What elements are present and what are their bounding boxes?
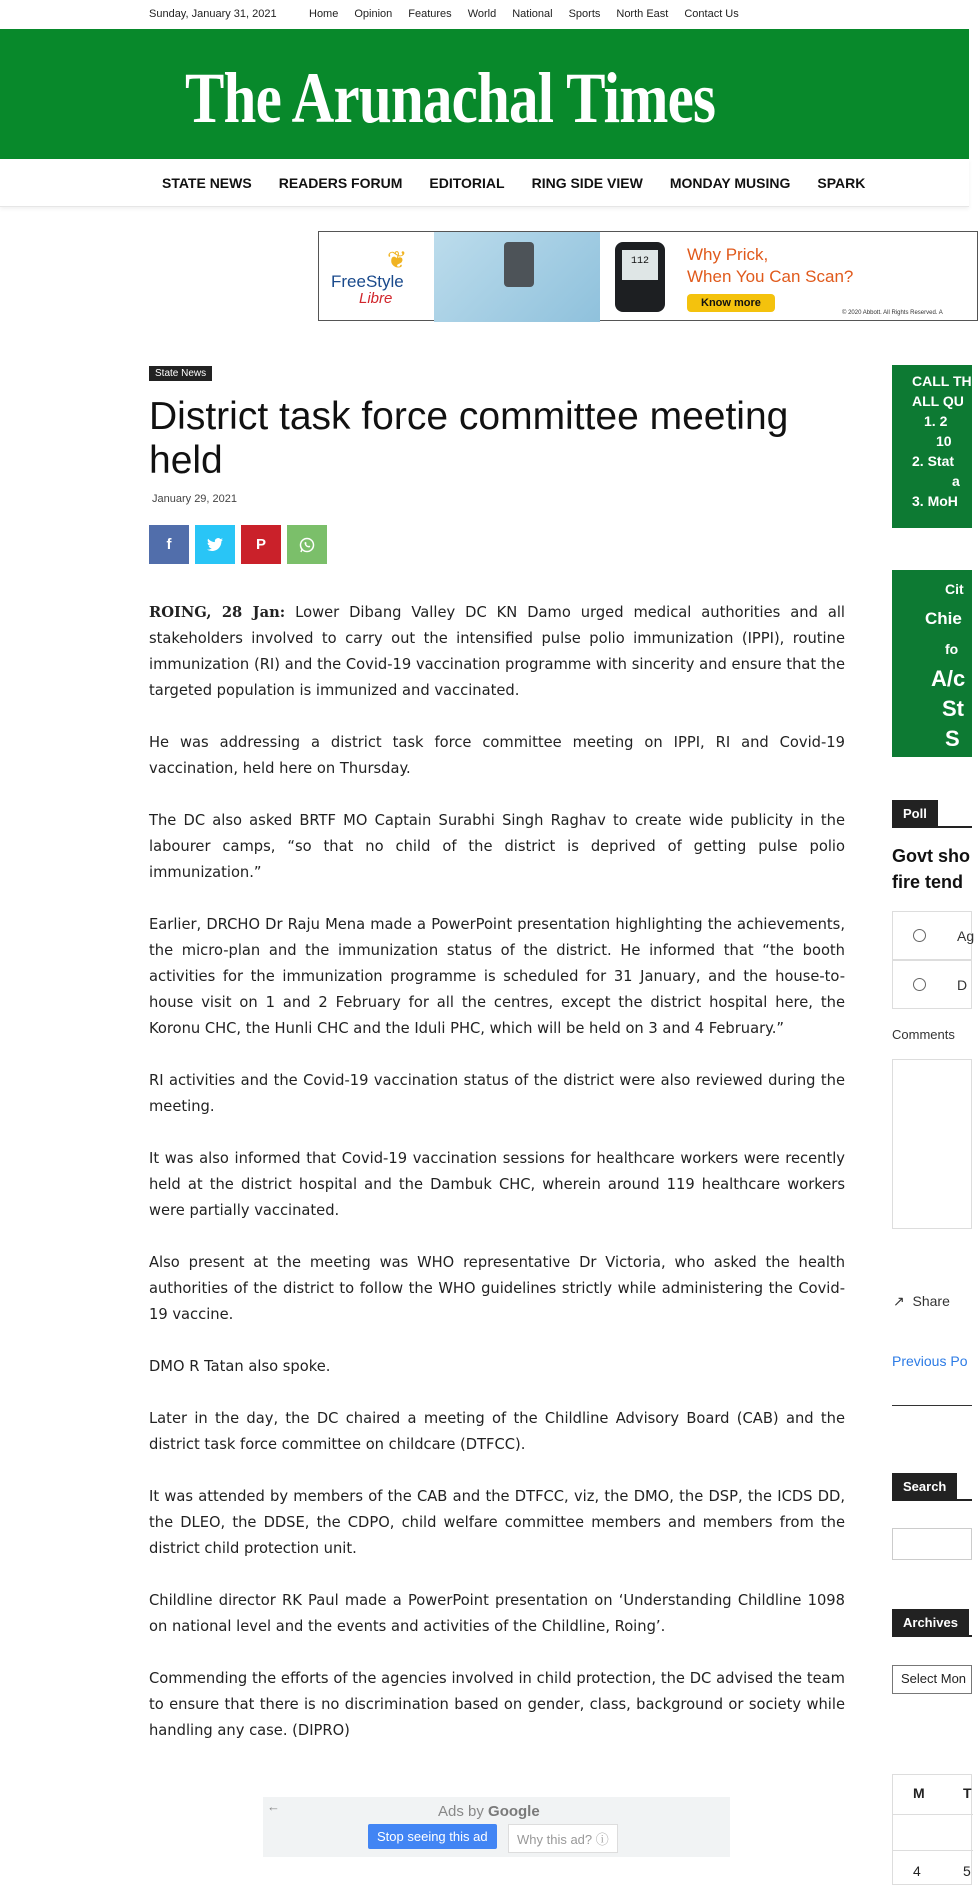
poll-heading-line bbox=[892, 826, 972, 828]
ad-brand: FreeStyle bbox=[331, 272, 404, 291]
current-date: Sunday, January 31, 2021 bbox=[149, 8, 277, 20]
article-paragraph: DMO R Tatan also spoke. bbox=[149, 1358, 331, 1375]
google-ad-feedback bbox=[263, 1797, 730, 1857]
article-paragraph: He was addressing a district task force committee meeting on IPPI, RI and Covid-19 vaccination, held here on Thursday. bbox=[149, 734, 845, 777]
article-paragraph: Childline director RK Paul made a PowerPoint presentation on ‘Understanding Childline 1098 on national level and the events and activities of the Childline, Roing’. bbox=[149, 1592, 845, 1635]
top-bar bbox=[0, 0, 969, 29]
twitter-icon[interactable] bbox=[195, 525, 235, 564]
archives-heading-line bbox=[892, 1635, 972, 1637]
article-paragraph: Also present at the meeting was WHO representative Dr Victoria, who asked the health authorities of the district to follow the WHO guidelines strictly while administering the Covid-19 vaccine. bbox=[149, 1254, 845, 1323]
butterfly-logo-icon: ❦ bbox=[387, 247, 408, 274]
nav-ring-side-view[interactable]: RING SIDE VIEW bbox=[531, 175, 643, 191]
poll-share-link[interactable]: ↗ Share bbox=[893, 1293, 950, 1309]
top-nav bbox=[309, 8, 755, 20]
calendar-header: T bbox=[963, 1785, 972, 1801]
nav-monday-musing[interactable]: MONDAY MUSING bbox=[669, 175, 791, 191]
search-heading: Search bbox=[892, 1473, 957, 1501]
poll-heading: Poll bbox=[892, 800, 938, 828]
article-paragraph: Commending the efforts of the agencies involved in child protection, the DC advised the team to ensure that there is no discrimination based on gender, class, background or society while handling any case. (DIPRO) bbox=[149, 1670, 845, 1739]
previous-polls-link[interactable]: Previous Po bbox=[892, 1353, 968, 1369]
poll-option[interactable] bbox=[892, 911, 975, 960]
top-nav-world[interactable]: World bbox=[467, 8, 497, 20]
top-nav-home[interactable]: Home bbox=[309, 8, 339, 20]
back-arrow-icon[interactable]: ← bbox=[267, 1799, 280, 1814]
top-nav-features[interactable]: Features bbox=[408, 8, 452, 20]
why-this-ad-button[interactable]: Why this ad? ⓘ bbox=[508, 1824, 618, 1853]
comments-textarea[interactable] bbox=[892, 1059, 972, 1229]
article-paragraph: The DC also asked BRTF MO Captain Surabhi Singh Raghav to create wide publicity in the labourer camps, “so that no child of the district is deprived of getting pulse polio immunization.” bbox=[149, 812, 845, 881]
radio-button[interactable] bbox=[913, 929, 926, 942]
top-nav-north-east[interactable]: North East bbox=[616, 8, 669, 20]
nav-state-news[interactable]: STATE NEWS bbox=[162, 175, 252, 191]
top-nav-opinion[interactable]: Opinion bbox=[354, 8, 393, 20]
article-paragraph: RI activities and the Covid-19 vaccination status of the district were also reviewed during the meeting. bbox=[149, 1072, 845, 1115]
ad-headline-line-1: Why Prick, bbox=[687, 245, 769, 264]
banner-ad[interactable] bbox=[318, 231, 978, 321]
article-paragraph: Earlier, DRCHO Dr Raju Mena made a PowerPoint presentation highlighting the achievements, the micro-plan and the immunization status of the district. He informed that “the booth activities for the immunization programme is scheduled for 31 January, and the house-to-house visit on 1 and 2 February for all the centres, except the district hospital here, the Koronu CHC, the Hunli CHC and the Iduli PHC, which will be held on 3 and 4 February.” bbox=[149, 916, 845, 1037]
pinterest-icon[interactable]: P bbox=[241, 525, 281, 564]
article-paragraph: It was also informed that Covid-19 vaccination sessions for healthcare workers were recently held at the district hospital and the Dambuk CHC, wherein around 119 healthcare workers were partially vaccinated. bbox=[149, 1150, 845, 1219]
facebook-icon[interactable]: f bbox=[149, 525, 189, 564]
calendar-header: M bbox=[913, 1785, 925, 1801]
ad-photo bbox=[434, 232, 600, 322]
calendar-day[interactable]: 4 bbox=[913, 1863, 921, 1879]
site-logo[interactable]: The Arunachal Times bbox=[185, 58, 716, 138]
archives-select[interactable]: Select Mon bbox=[892, 1665, 972, 1694]
radio-button[interactable] bbox=[913, 978, 926, 991]
know-more-button[interactable]: Know more bbox=[687, 294, 775, 312]
calendar bbox=[892, 1774, 972, 1885]
glucose-meter-image bbox=[504, 242, 534, 287]
post-date: January 29, 2021 bbox=[152, 493, 238, 505]
nav-editorial[interactable]: EDITORIAL bbox=[429, 175, 505, 191]
article-paragraph: It was attended by members of the CAB and the DTFCC, viz, the DMO, the DSP, the ICDS DD, the DLEO, the DDSE, the CDPO, child welfare committee members and members from the district child protection unit. bbox=[149, 1488, 845, 1557]
device-screen: 112 bbox=[622, 250, 658, 280]
article-paragraph: Later in the day, the DC chaired a meeting of the Childline Advisory Board (CAB) and the district task force committee on childcare (DTFCC). bbox=[149, 1410, 845, 1453]
poll-option-label: D bbox=[957, 977, 968, 993]
poll-option[interactable] bbox=[892, 960, 972, 1009]
search-heading-line bbox=[892, 1499, 972, 1501]
whatsapp-icon[interactable] bbox=[287, 525, 327, 564]
top-nav-sports[interactable]: Sports bbox=[568, 8, 601, 20]
top-nav-national[interactable]: National bbox=[512, 8, 553, 20]
poll-question: Govt sho fire tend bbox=[892, 846, 971, 892]
share-buttons bbox=[149, 525, 327, 564]
category-tag[interactable]: State News bbox=[149, 366, 212, 381]
stop-seeing-ad-button[interactable]: Stop seeing this ad bbox=[368, 1824, 497, 1849]
ad-headline bbox=[687, 244, 853, 288]
archives-heading: Archives bbox=[892, 1609, 969, 1637]
nav-spark[interactable]: SPARK bbox=[817, 175, 866, 191]
share-icon: ↗ bbox=[893, 1293, 905, 1309]
ads-by-google: Ads by Google bbox=[438, 1803, 540, 1820]
article-paragraph: ROING, 28 Jan: Lower Dibang Valley DC KN Damo urged medical authorities and all stakeholders involved to carry out the intensified pulse polio immunization (IPPI), routine immunization (RI) and the Covid-19 vaccination programme with sincerity and ensure that the targeted population is immunized and vaccinated. bbox=[149, 604, 845, 699]
nav-readers-forum[interactable]: READERS FORUM bbox=[278, 175, 403, 191]
dateline: ROING, 28 Jan: bbox=[149, 604, 286, 621]
article-title: District task force committee meeting held bbox=[149, 395, 789, 482]
divider bbox=[892, 1405, 972, 1406]
masthead bbox=[0, 29, 969, 159]
top-nav-contact-us[interactable]: Contact Us bbox=[684, 8, 739, 20]
ad-device-image bbox=[615, 242, 665, 312]
article-body bbox=[149, 600, 845, 1770]
poll-option-label: Ag bbox=[957, 928, 975, 944]
calendar-day[interactable]: 5 bbox=[963, 1863, 971, 1879]
ad-headline-line-2: When You Can Scan? bbox=[687, 267, 854, 286]
sidebar-ad-helpline[interactable]: CALL TH ALL QU 1. 2 10 2. Stat a 3. MoH bbox=[892, 365, 972, 528]
ad-brand-sub: Libre bbox=[359, 290, 393, 307]
sidebar-ad-cm[interactable]: Cit Chie fo A/c St S bbox=[892, 570, 972, 757]
search-input[interactable] bbox=[892, 1528, 972, 1560]
comments-label: Comments bbox=[892, 1027, 955, 1042]
main-nav bbox=[0, 159, 969, 207]
ad-copyright: © 2020 Abbott. All Rights Reserved. A bbox=[842, 310, 943, 316]
